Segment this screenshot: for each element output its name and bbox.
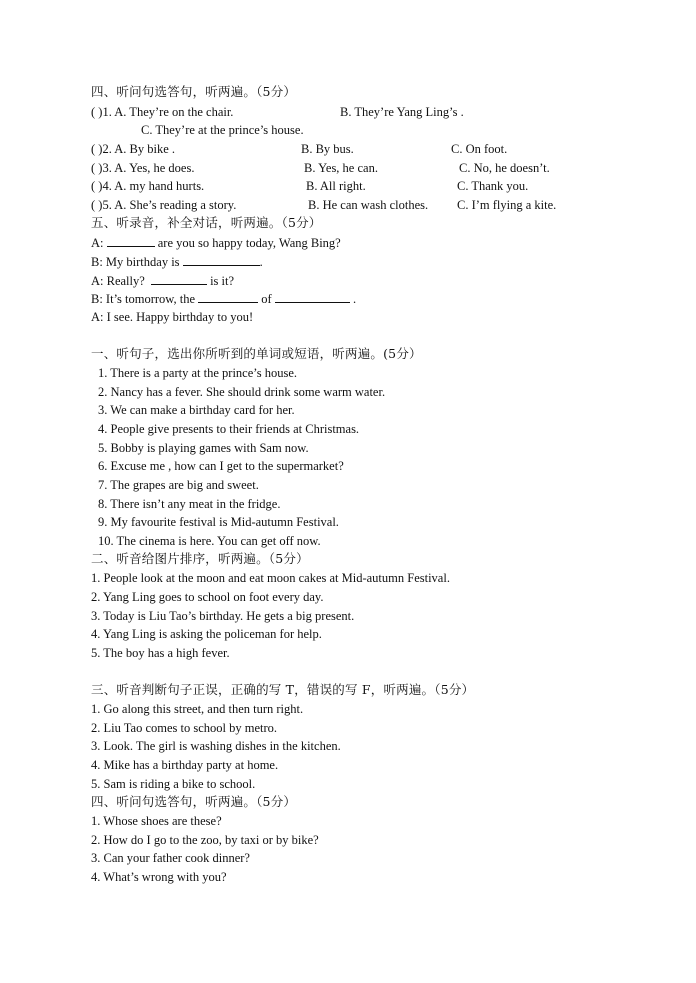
q4-c: C. Thank you. (457, 179, 529, 193)
dialog-line-5: A: I see. Happy birthday to you! (91, 310, 254, 324)
dialog-speaker-a: A: (91, 236, 104, 250)
q1-c: C. They’re at the prince’s house. (141, 123, 304, 137)
sentence-item: 1. There is a party at the prince’s house. (98, 366, 298, 380)
q3-a: ( )3. A. Yes, he does. (91, 161, 195, 175)
q3-b: B. Yes, he can. (304, 161, 378, 175)
question-item: 3. Can your father cook dinner? (91, 851, 250, 865)
section-5-heading: 五、听录音，补全对话，听两遍。（5分） (91, 215, 322, 230)
question-item: 4. What’s wrong with you? (91, 870, 227, 884)
sentence-item: 6. Excuse me , how can I get to the supermarket? (98, 459, 344, 473)
sentence-item: 4. Yang Ling is asking the policeman for help. (91, 627, 322, 641)
sentence-item: 4. People give presents to their friends at Christmas. (98, 422, 360, 436)
q4-b: B. All right. (306, 179, 366, 193)
q2-a: ( )2. A. By bike . (91, 142, 176, 156)
sentence-item: 3. Today is Liu Tao’s birthday. He gets a big present. (91, 609, 355, 623)
dialog-text: B: My birthday is (91, 255, 180, 269)
q5-b: B. He can wash clothes. (308, 198, 429, 212)
answer-blank[interactable] (151, 272, 207, 285)
section-1-heading: 一、听句子，选出你所听到的单词或短语，听两遍。(5分） (91, 346, 422, 361)
answer-blank[interactable] (107, 234, 155, 247)
sentence-item: 1. People look at the moon and eat moon cakes at Mid-autumn Festival. (91, 571, 450, 585)
sentence-item: 2. Nancy has a fever. She should drink some warm water. (98, 385, 386, 399)
q2-b: B. By bus. (301, 142, 354, 156)
sentence-item: 9. My favourite festival is Mid-autumn Festival. (98, 515, 339, 529)
q3-c: C. No, he doesn’t. (459, 161, 550, 175)
answer-blank[interactable] (198, 290, 258, 303)
sentence-item: 8. There isn’t any meat in the fridge. (98, 497, 281, 511)
q4-a: ( )4. A. my hand hurts. (91, 179, 205, 193)
question-item: 1. Whose shoes are these? (91, 814, 222, 828)
dialog-text: B: It’s tomorrow, the (91, 292, 196, 306)
q1-a: ( )1. A. They’re on the chair. (91, 105, 234, 119)
dialog-text: are you so happy today, Wang Bing? (157, 236, 341, 250)
dialog-text: of (261, 292, 272, 306)
section-3-heading: 三、听音判断句子正误，正确的写 T，错误的写 F，听两遍。（5分） (91, 682, 475, 697)
sentence-item: 4. Mike has a birthday party at home. (91, 758, 279, 772)
q5-a: ( )5. A. She’s reading a story. (91, 198, 237, 212)
q5-c: C. I’m flying a kite. (457, 198, 557, 212)
dialog-text: A: Really? (91, 274, 145, 288)
dialog-line-1 (91, 234, 341, 250)
dialog-text: is it? (210, 274, 235, 288)
sentence-item: 5. The boy has a high fever. (91, 646, 230, 660)
section-4a-heading: 四、听问句选答句，听两遍。（5分） (91, 84, 297, 99)
q1-b: B. They’re Yang Ling’s . (340, 105, 464, 119)
dialog-text: . (352, 292, 357, 306)
sentence-item: 5. Bobby is playing games with Sam now. (98, 441, 309, 455)
sentence-item: 2. Yang Ling goes to school on foot every day. (91, 590, 324, 604)
dialog-line-2 (91, 253, 263, 269)
question-item: 2. How do I go to the zoo, by taxi or by bike? (91, 833, 319, 847)
section-4b-heading: 四、听问句选答句，听两遍。（5分） (91, 794, 297, 809)
dialog-line-3 (91, 272, 234, 288)
dialog-line-4 (91, 290, 356, 306)
sentence-item: 3. We can make a birthday card for her. (98, 403, 295, 417)
answer-blank[interactable] (275, 290, 350, 303)
dialog-text: . (259, 255, 263, 269)
sentence-item: 5. Sam is riding a bike to school. (91, 777, 256, 791)
sentence-item: 3. Look. The girl is washing dishes in the kitchen. (91, 739, 341, 753)
section-2-heading: 二、听音给图片排序，听两遍。（5分） (91, 551, 309, 566)
sentence-item: 10. The cinema is here. You can get off now. (98, 534, 321, 548)
q2-c: C. On foot. (451, 142, 508, 156)
sentence-item: 1. Go along this street, and then turn right. (91, 702, 304, 716)
sentence-item: 2. Liu Tao comes to school by metro. (91, 721, 278, 735)
answer-blank[interactable] (183, 253, 260, 266)
sentence-item: 7. The grapes are big and sweet. (98, 478, 259, 492)
